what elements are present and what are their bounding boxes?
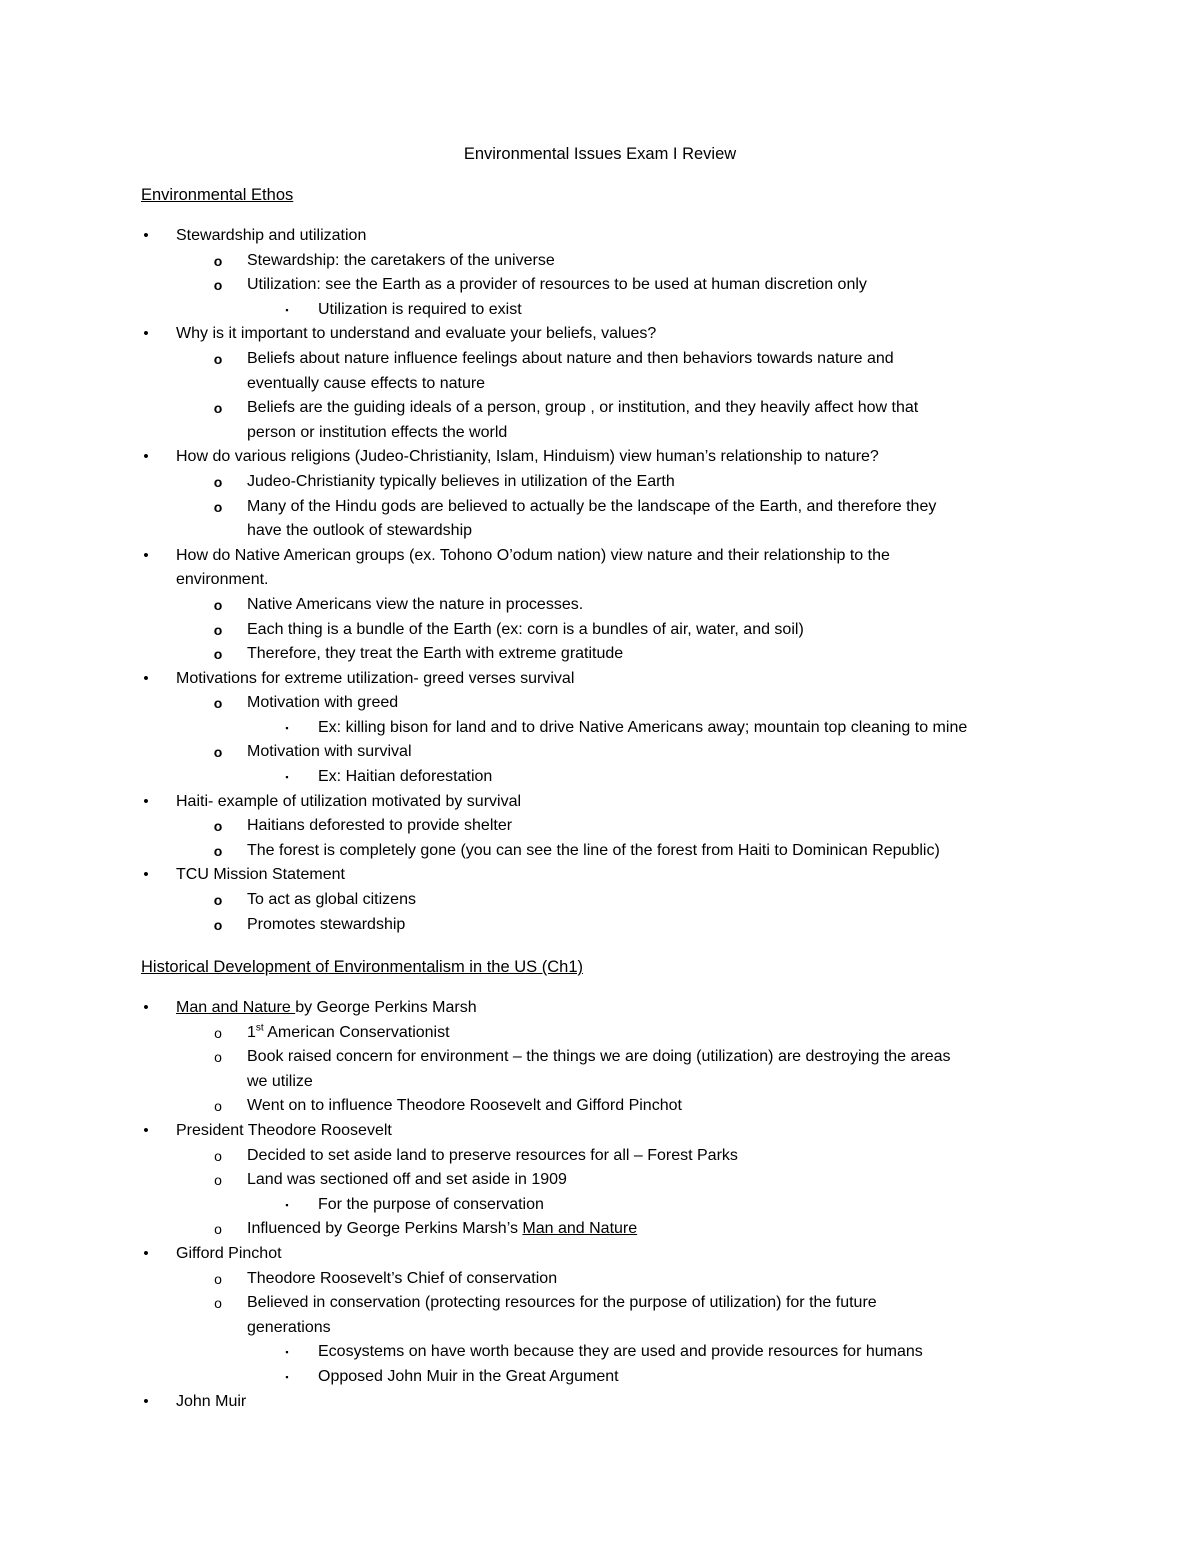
list-item-level-1 (0, 544, 1200, 569)
bullet-circle-icon: • o (213, 350, 223, 367)
bullet-circle-icon: • o (214, 1295, 222, 1312)
list-item-level-3 (0, 765, 1200, 790)
bullet-circle-icon: • o (213, 473, 223, 490)
bullet-disc-icon: • • (143, 866, 149, 884)
list-item-text: Why is it important to understand and evaluate your beliefs, values? (176, 325, 657, 343)
list-item-level-2 (0, 1094, 1200, 1119)
list-item-level-1 (0, 568, 1200, 593)
bullet-circle-icon: • o (214, 1270, 222, 1287)
list-item-level-2 (0, 1070, 1200, 1095)
list-item-level-3 (0, 298, 1200, 323)
list-item-text: Ecosystems on have worth because they are used and provide resources for humans (318, 1343, 923, 1361)
list-item-level-2 (0, 593, 1200, 618)
list-item-text: Beliefs about nature influence feelings about nature and then behaviors towards nature and (247, 349, 894, 367)
list-item-text: Judeo-Christianity typically believes in utilization of the Earth (247, 472, 675, 490)
list-item-level-3 (0, 1193, 1200, 1218)
bullet-circle-icon: • o (213, 892, 223, 909)
list-item-level-2 (0, 249, 1200, 274)
list-item-text: Influenced by George Perkins Marsh’s (247, 1220, 523, 1238)
bullet-disc-icon: • • (143, 448, 149, 466)
list-item-level-2 (0, 618, 1200, 643)
list-item-text: Believed in conservation (protecting resources for the purpose of utilization) for the future (247, 1294, 877, 1312)
bullet-disc-icon: • • (143, 546, 149, 564)
list-item-text: Ex: Haitian deforestation (318, 768, 493, 786)
list-item-text: 1 (247, 1023, 256, 1041)
list-item-text: Theodore Roosevelt’s Chief of conservation (247, 1269, 558, 1287)
bullet-square-icon: • ▪ (285, 722, 289, 733)
list-item-level-2 (0, 519, 1200, 544)
list-item-level-2 (0, 1267, 1200, 1292)
list-item-text: TCU Mission Statement (176, 866, 345, 884)
list-item-level-2 (0, 913, 1200, 938)
list-item-level-1 (0, 224, 1200, 249)
bullet-square-icon: • ▪ (285, 1199, 289, 1210)
list-item-text: To act as global citizens (247, 891, 416, 909)
list-item-text: eventually cause effects to nature (247, 374, 486, 392)
list-item-level-2 (0, 839, 1200, 864)
bullet-circle-icon: • o (213, 400, 223, 417)
bullet-square-icon: • ▪ (285, 1347, 289, 1358)
list-item-level-3 (0, 716, 1200, 741)
list-item-level-2 (0, 495, 1200, 520)
list-item-level-2 (0, 273, 1200, 298)
list-item-level-2 (0, 691, 1200, 716)
bullet-disc-icon: • • (143, 325, 149, 343)
list-item-text: Opposed John Muir in the Great Argument (318, 1367, 619, 1385)
bullet-disc-icon: • • (143, 1121, 149, 1139)
bullet-square-icon: • ▪ (285, 772, 289, 783)
bullet-circle-icon: • o (213, 744, 223, 761)
list-item-text: Motivation with greed (247, 694, 399, 712)
bullet-circle-icon: • o (214, 1172, 222, 1189)
list-item-level-3 (0, 1340, 1200, 1365)
bullet-disc-icon: • • (143, 999, 149, 1016)
ordinal-superscript: st (255, 1022, 264, 1034)
list-item-text: Stewardship and utilization (176, 227, 367, 244)
bullet-circle-icon: • o (213, 695, 223, 712)
bullet-circle-icon: • o (214, 1024, 222, 1041)
book-title: Man and Nature (522, 1220, 638, 1238)
list-item-level-2 (0, 347, 1200, 372)
bullet-circle-icon: • o (213, 596, 223, 613)
list-item-level-1 (0, 1390, 1200, 1415)
list-item-text: person or institution effects the world (247, 423, 508, 441)
list-item-level-1 (0, 996, 1200, 1021)
bullet-circle-icon: • o (213, 818, 223, 835)
list-item-level-2 (0, 470, 1200, 495)
list-item-level-2 (0, 642, 1200, 667)
list-item-text: The forest is completely gone (you can see the line of the forest from Haiti to Dominican Republic) (247, 841, 940, 859)
bullet-disc-icon: • • (143, 1392, 149, 1410)
list-item-text: How do Native American groups (ex. Tohono O’odum nation) view nature and their relationship to the (176, 546, 890, 564)
list-item-text: Gifford Pinchot (176, 1244, 282, 1262)
list-item-text: Book raised concern for environment – the things we are doing (utilization) are destroying the areas (247, 1048, 951, 1066)
bullet-circle-icon: • o (213, 646, 223, 663)
list-item-level-2 (0, 421, 1200, 446)
bullet-circle-icon: • o (213, 252, 223, 269)
list-item-level-2 (0, 1291, 1200, 1316)
list-item-text: Haiti- example of utilization motivated by survival (176, 792, 522, 810)
list-item-level-1 (0, 1242, 1200, 1267)
list-item-level-2 (0, 1045, 1200, 1070)
bullet-circle-icon: • o (213, 621, 223, 638)
list-item-text: Therefore, they treat the Earth with extreme gratitude (247, 645, 624, 663)
list-item-text: Utilization is required to exist (318, 300, 522, 318)
bullet-square-icon: • ▪ (285, 304, 289, 315)
list-item-level-2 (0, 1168, 1200, 1193)
list-item-level-2 (0, 1217, 1200, 1242)
list-item-text: Promotes stewardship (247, 915, 406, 933)
list-item-text: generations (247, 1318, 331, 1336)
list-item-text: we utilize (247, 1072, 313, 1090)
list-item-text: Went on to influence Theodore Roosevelt and Gifford Pinchot (247, 1097, 682, 1115)
bullet-circle-icon: • o (214, 1147, 222, 1164)
list-item-text: Land was sectioned off and set aside in 1909 (247, 1171, 567, 1189)
list-item-text: Ex: killing bison for land and to drive Native Americans away; mountain top cleaning to mine (318, 718, 968, 736)
list-item-level-2 (0, 740, 1200, 765)
bullet-circle-icon: • o (213, 498, 223, 515)
historical-development-list (0, 996, 1200, 1414)
bullet-disc-icon: • • (143, 792, 149, 810)
book-title: Man and Nature (176, 999, 296, 1016)
page-title: Environmental Issues Exam I Review (463, 145, 737, 163)
list-item-level-2 (0, 1021, 1200, 1046)
list-item-level-2 (0, 372, 1200, 397)
section-heading-historical-development: Historical Development of Environmentalism in the US (Ch1) (141, 958, 584, 976)
bullet-square-icon: • ▪ (285, 1371, 289, 1382)
list-item-level-2 (0, 888, 1200, 913)
list-item-text: Utilization: see the Earth as a provider of resources to be used at human discretion only (247, 276, 867, 294)
list-item-text: by George Perkins Marsh (295, 999, 477, 1016)
bullet-circle-icon: • o (214, 1221, 222, 1238)
list-item-level-2 (0, 814, 1200, 839)
list-item-text: John Muir (176, 1392, 247, 1410)
list-item-level-2 (0, 396, 1200, 421)
list-item-text: Native Americans view the nature in processes. (247, 595, 584, 613)
bullet-circle-icon: • o (213, 277, 223, 294)
list-item-level-2 (0, 1316, 1200, 1341)
bullet-circle-icon: • o (213, 842, 223, 859)
bullet-circle-icon: • o (213, 916, 223, 933)
list-item-text: Beliefs are the guiding ideals of a person, group , or institution, and they heavily affect how that (247, 399, 919, 417)
list-item-level-1 (0, 445, 1200, 470)
environmental-ethos-list (0, 224, 1200, 937)
list-item-text: Stewardship: the caretakers of the universe (247, 251, 555, 269)
list-item-level-3 (0, 1365, 1200, 1390)
list-item-text: Each thing is a bundle of the Earth (ex: corn is a bundles of air, water, and soil) (247, 620, 804, 638)
list-item-text: environment. (176, 571, 269, 589)
list-item-text: Many of the Hindu gods are believed to actually be the landscape of the Earth, and therefore they (247, 497, 937, 515)
bullet-disc-icon: • • (143, 1244, 149, 1262)
list-item-text: Motivations for extreme utilization- greed verses survival (176, 669, 575, 687)
list-item-level-1 (0, 1119, 1200, 1144)
list-item-text: Haitians deforested to provide shelter (247, 817, 513, 835)
bullet-disc-icon: • • (143, 669, 149, 687)
list-item-text: President Theodore Roosevelt (176, 1121, 392, 1139)
list-item-text: For the purpose of conservation (318, 1195, 544, 1213)
list-item-text-continued: American Conservationist (263, 1023, 450, 1041)
list-item-text: Motivation with survival (247, 743, 412, 761)
section-heading-environmental-ethos: Environmental Ethos (141, 186, 294, 204)
bullet-circle-icon: • o (214, 1098, 222, 1115)
list-item-level-2 (0, 1144, 1200, 1169)
list-item-text: Decided to set aside land to preserve resources for all – Forest Parks (247, 1146, 738, 1164)
bullet-disc-icon: • • (143, 227, 149, 244)
list-item-text: have the outlook of stewardship (247, 522, 473, 540)
bullet-circle-icon: • o (214, 1049, 222, 1066)
list-item-text: How do various religions (Judeo-Christianity, Islam, Hinduism) view human’s relationship to nature? (176, 448, 879, 466)
list-item-level-1 (0, 863, 1200, 888)
list-item-level-1 (0, 322, 1200, 347)
list-item-level-1 (0, 667, 1200, 692)
list-item-level-1 (0, 790, 1200, 815)
